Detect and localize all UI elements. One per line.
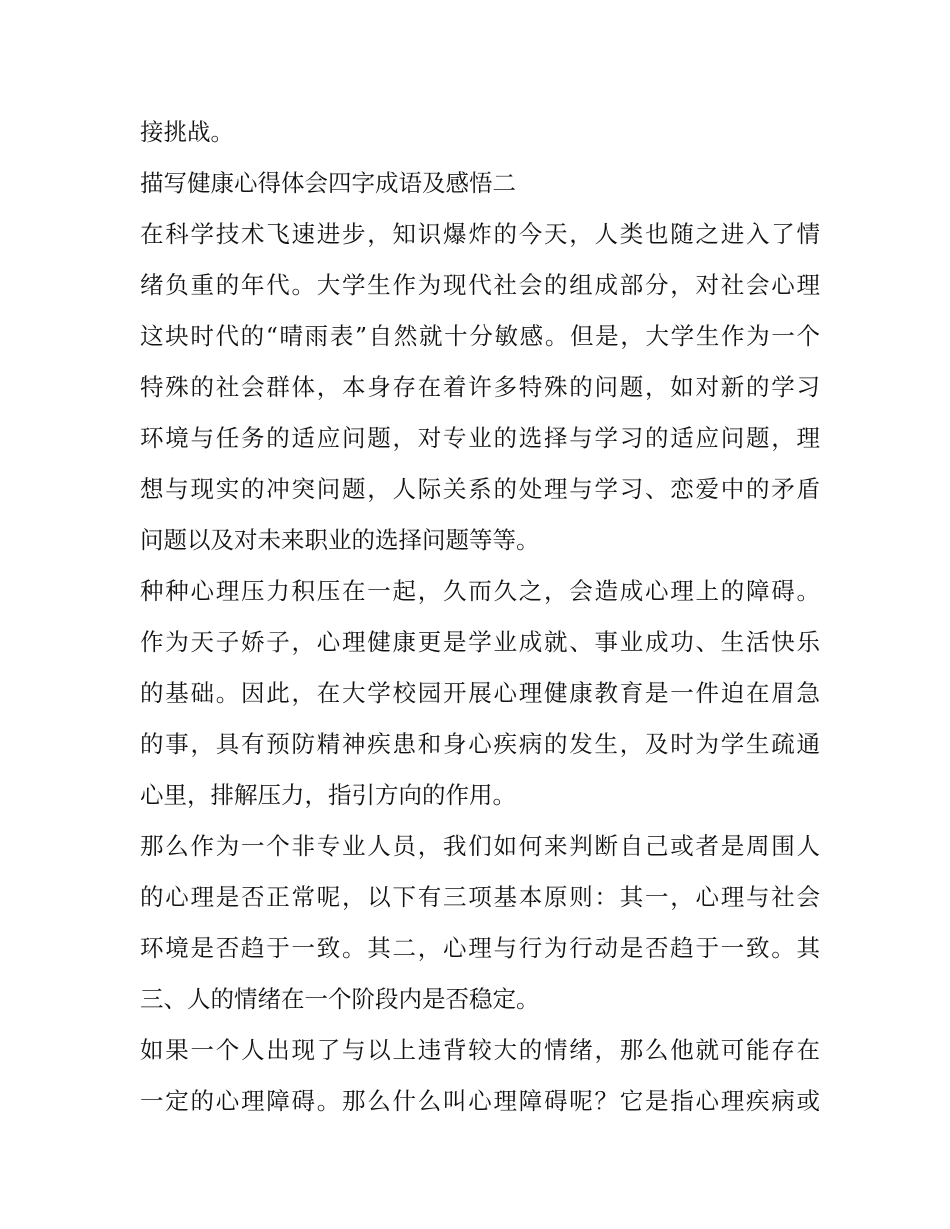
text-line: 接挑战。 [140,118,234,146]
document-body [140,107,820,1127]
text-line: 特殊的社会群体，本身存在着许多特殊的问题，如对新的学习 [140,373,820,401]
text-line: 的心理是否正常呢，以下有三项基本原则：其一，心理与社会 [140,883,820,911]
text-line: 如果一个人出现了与以上违背较大的情绪，那么他就可能存在 [140,1036,820,1064]
text-line: 的基础。因此，在大学校园开展心理健康教育是一件迫在眉急 [140,679,820,707]
text-line: 在科学技术飞速进步，知识爆炸的今天，人类也随之进入了情 [140,220,820,248]
text-line: 那么作为一个非专业人员，我们如何来判断自己或者是周围人 [140,832,820,860]
text-line: 环境与任务的适应问题，对专业的选择与学习的适应问题，理 [140,424,820,452]
text-line: 种种心理压力积压在一起，久而久之，会造成心理上的障碍。 [140,577,820,605]
text-line: 一定的心理障碍。那么什么叫心理障碍呢？它是指心理疾病或 [140,1087,820,1115]
text-line: 想与现实的冲突问题，人际关系的处理与学习、恋爱中的矛盾 [140,475,820,503]
text-line: 的事，具有预防精神疾患和身心疾病的发生，及时为学生疏通 [140,730,820,758]
text-line: 作为天子娇子，心理健康更是学业成就、事业成功、生活快乐 [140,628,820,656]
text-line: 绪负重的年代。大学生作为现代社会的组成部分，对社会心理 [140,271,820,299]
text-line: 这块时代的“晴雨表”自然就十分敏感。但是，大学生作为一个 [140,322,820,350]
text-line: 三、人的情绪在一个阶段内是否稳定。 [140,985,540,1013]
text-line: 心里，排解压力，指引方向的作用。 [140,781,516,809]
section-heading: 描写健康心得体会四字成语及感悟二 [140,169,516,197]
text-line: 环境是否趋于一致。其二，心理与行为行动是否趋于一致。其 [140,934,820,962]
text-line: 问题以及对未来职业的选择问题等等。 [140,526,540,554]
